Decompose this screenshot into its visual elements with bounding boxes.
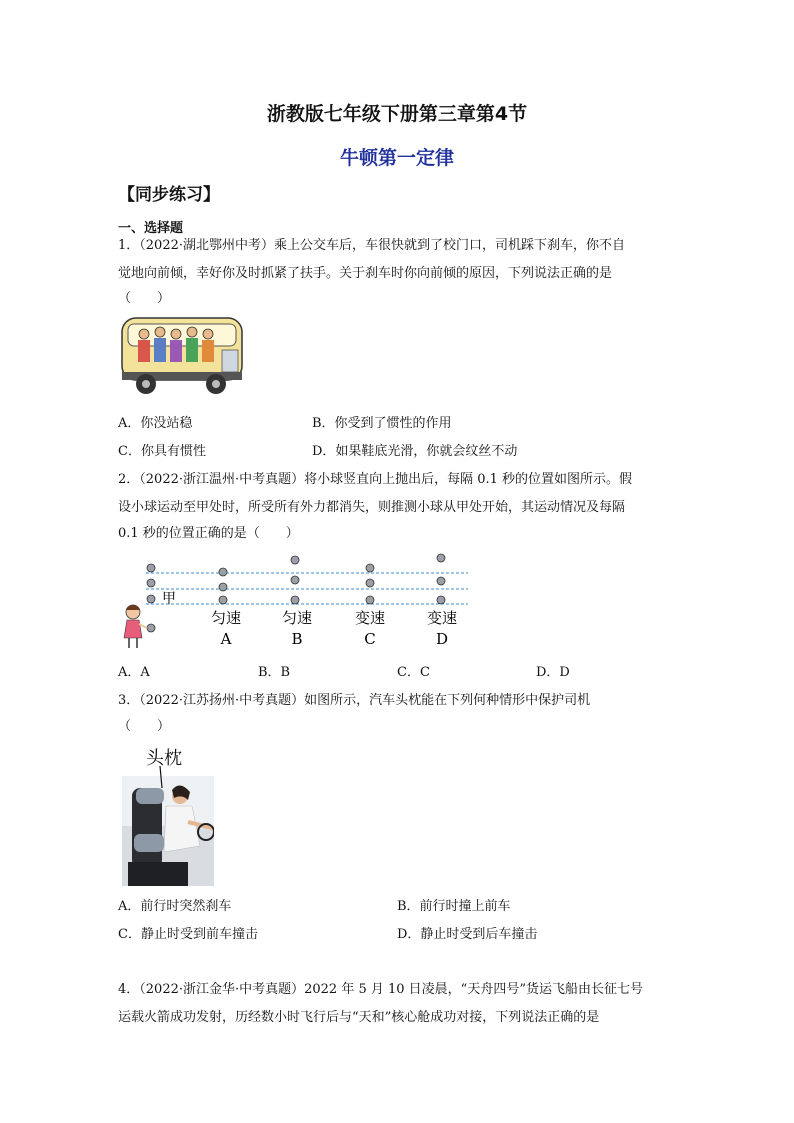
ball (366, 596, 374, 604)
motion-label-c: 变速 (354, 609, 386, 627)
motion-label-a: 匀速 (210, 609, 242, 627)
ball (291, 596, 299, 604)
q2-line-1: 2．（2022·浙江温州·中考真题）将小球竖直向上抛出后，每隔 0.1 秒的位置如图所示。假 (118, 472, 633, 487)
subsection-heading: 一、选择题 (118, 221, 184, 236)
q4-line-1: 4．（2022·浙江金华·中考真题）2022 年 5 月 10 日凌晨，“天舟四号”货运飞船由长征七号 (118, 982, 643, 997)
option-letter-c: C (364, 630, 376, 648)
q3-line-2: （ ） (118, 719, 171, 734)
ball-motion-figure (116, 548, 476, 656)
q3-option-a: A．前行时突然刹车 (118, 899, 232, 914)
ball (219, 568, 227, 576)
section-heading: 【同步练习】 (118, 185, 220, 205)
motion-label-b: 匀速 (281, 609, 313, 627)
q1-option-c: C．你具有惯性 (118, 444, 206, 459)
ball (147, 595, 155, 603)
q2-option-b: B．B (258, 665, 291, 680)
q1-line-1: 1．（2022·湖北鄂州中考）乘上公交车后，车很快就到了校门口，司机踩下刹车，你不自 (118, 238, 625, 253)
q2-option-c: C．C (397, 665, 430, 680)
bus-illustration (118, 314, 248, 400)
q1-line-2: 觉地向前倾，幸好你及时抓紧了扶手。关于刹车时你向前倾的原因，下列说法正确的是 (118, 266, 613, 281)
q3-option-d: D．静止时受到后车撞击 (397, 927, 538, 942)
ball (219, 583, 227, 591)
ball (291, 576, 299, 584)
page-subtitle: 牛顿第一定律 (339, 147, 454, 169)
q2-line-2: 设小球运动至甲处时，所受所有外力都消失，则推测小球从甲处开始，其运动情况及每隔 (118, 500, 626, 515)
q2-line-3: 0.1 秒的位置正确的是（ ） (118, 526, 299, 541)
ball (147, 579, 155, 587)
q3-option-b: B．前行时撞上前车 (397, 899, 511, 914)
ball (147, 564, 155, 572)
option-letter-a: A (220, 630, 232, 648)
ball (366, 564, 374, 572)
headrest-label: 头枕 (146, 748, 182, 769)
marker-jia: 甲 (162, 591, 176, 607)
girl-illustration (124, 605, 147, 648)
ball (437, 596, 445, 604)
ball (437, 554, 445, 562)
car-seat-photo (122, 766, 214, 886)
q1-line-3: （ ） (118, 291, 171, 306)
ball (437, 577, 445, 585)
q2-option-a: A．A (118, 665, 150, 680)
motion-label-d: 变速 (426, 609, 458, 627)
q4-line-2: 运载火箭成功发射，历经数小时飞行后与“天和”核心舱成功对接，下列说法正确的是 (118, 1010, 600, 1025)
ball (291, 556, 299, 564)
page-title: 浙教版七年级下册第三章第4节 (266, 103, 528, 125)
q1-option-d: D．如果鞋底光滑，你就会纹丝不动 (312, 444, 518, 459)
option-letter-b: B (291, 630, 303, 648)
ball (147, 624, 155, 632)
option-letter-d: D (435, 630, 449, 648)
q1-option-a: A．你没站稳 (118, 416, 193, 431)
q3-line-1: 3．（2022·江苏扬州·中考真题）如图所示，汽车头枕能在下列何种情形中保护司机 (118, 693, 591, 708)
ball (219, 596, 227, 604)
q3-option-c: C．静止时受到前车撞击 (118, 927, 258, 942)
q2-option-d: D．D (536, 665, 570, 680)
q1-option-b: B．你受到了惯性的作用 (312, 416, 452, 431)
ball (366, 579, 374, 587)
